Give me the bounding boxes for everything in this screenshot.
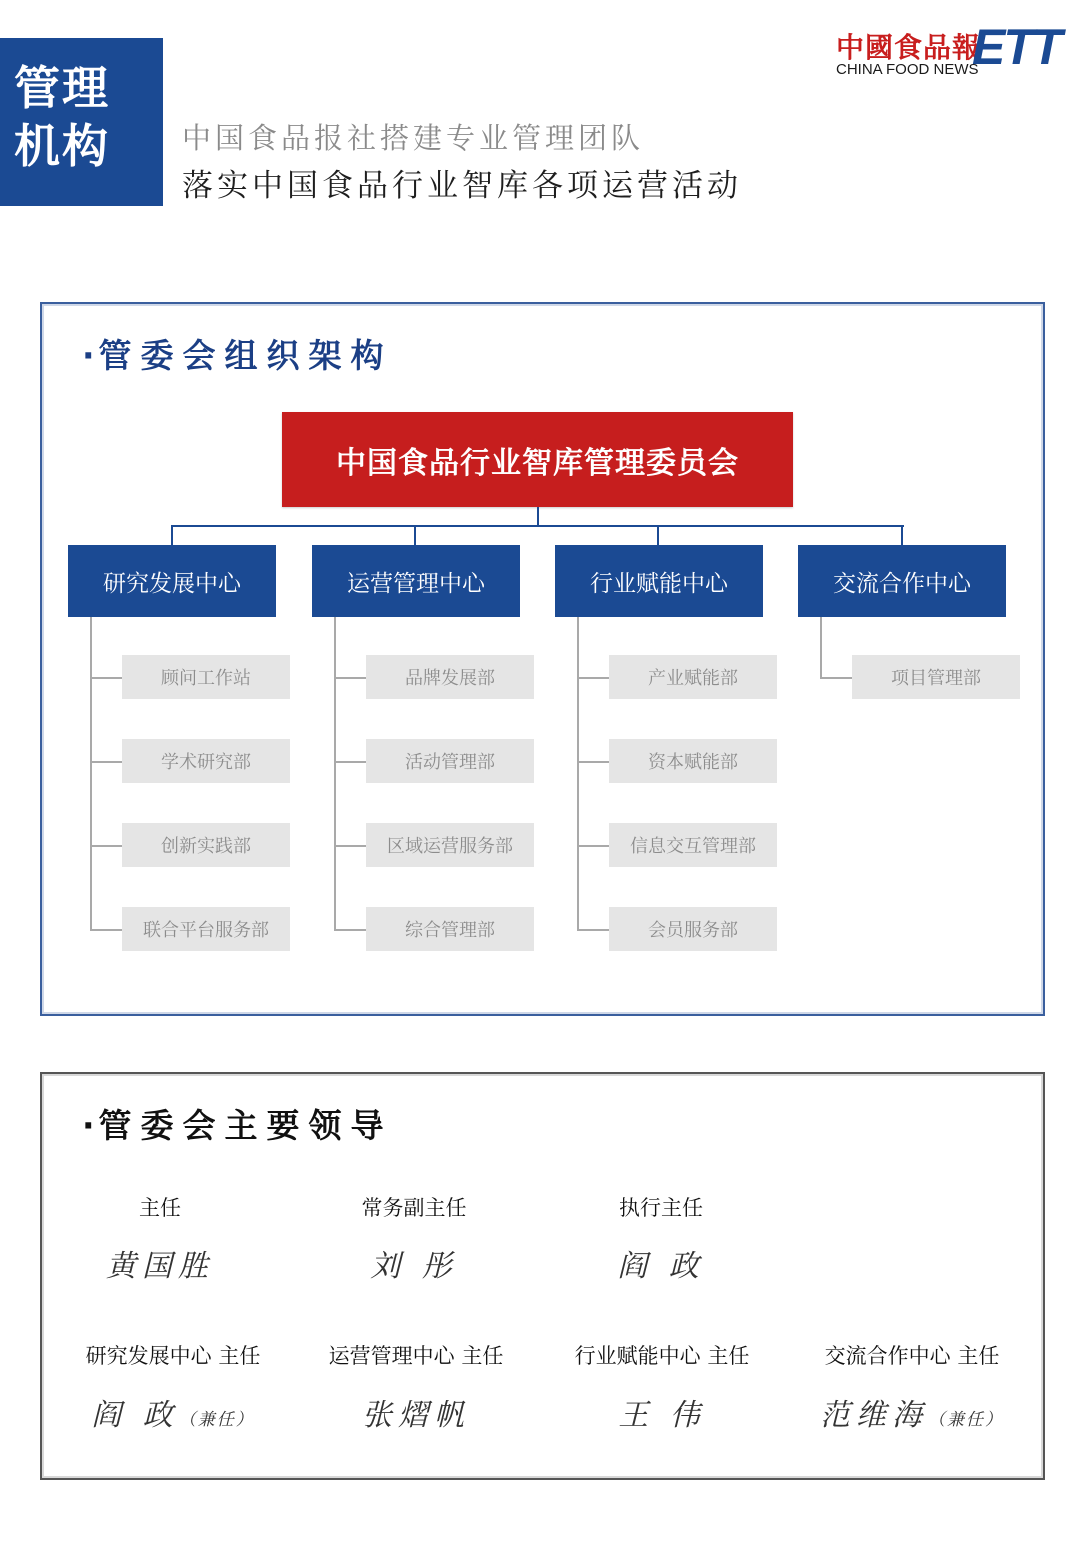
connector-drop [657,525,659,545]
subtitle-line2: 落实中国食品行业智库各项运营活动 [182,168,742,204]
tree-line [90,617,92,930]
connector-drop [901,525,903,545]
tree-branch [90,929,122,931]
tree-branch [334,845,366,847]
leader-name [799,1390,1025,1434]
leader-name: 黄国胜 [106,1249,214,1284]
dept-box: 信息交互管理部 [609,823,777,867]
logo-chinese: 中國食品報 [836,31,982,64]
leader-role: 常务副主任 [361,1196,467,1220]
tree-line [577,617,579,930]
dept-box: 顾问工作站 [122,655,290,699]
bullet-dot: · [82,336,99,375]
dept-box: 品牌发展部 [366,655,534,699]
subtitle-line1: 中国食品报社搭建专业管理团队 [182,121,645,155]
tree-branch [820,677,852,679]
leader-name: 阎 政 [617,1249,705,1284]
dept-box: 综合管理部 [366,907,534,951]
org-chart-title [82,330,393,377]
dept-box: 区域运营服务部 [366,823,534,867]
leader-name-text: 范维海 [820,1398,928,1433]
leader-name: 张熠帆 [362,1398,470,1433]
center-box-research: 研究发展中心 [68,545,276,617]
leaders-title [82,1100,393,1147]
leader-note: （兼任） [178,1410,255,1430]
dept-box: 产业赋能部 [609,655,777,699]
dept-box: 会员服务部 [609,907,777,951]
tree-branch [334,761,366,763]
committee-box: 中国食品行业智库管理委员会 [282,412,793,507]
org-chart-title-text: 管委会组织架构 [98,336,393,375]
tree-branch [334,929,366,931]
logo-mark: ETT [972,19,1061,75]
tree-branch [577,845,609,847]
center-box-exchange: 交流合作中心 [798,545,1006,617]
connector-bus [171,525,904,527]
leader-name: 王 伟 [618,1398,706,1433]
tree-branch [577,929,609,931]
tree-line [820,617,822,679]
leader-role: 交流合作中心 主任 [824,1344,1000,1368]
leader-note: （兼任） [928,1410,1004,1430]
tree-branch [90,677,122,679]
tree-branch [577,761,609,763]
dept-box: 资本赋能部 [609,739,777,783]
center-box-enablement: 行业赋能中心 [555,545,763,617]
section-tag-line2: 机构 [14,119,110,173]
tree-branch [577,677,609,679]
leader-role: 运营管理中心 主任 [328,1344,504,1368]
leader-role: 主任 [139,1196,181,1220]
leader-role: 执行主任 [619,1196,703,1220]
dept-box: 项目管理部 [852,655,1020,699]
connector-drop [414,525,416,545]
tree-line [334,617,336,930]
leader-name [60,1390,286,1434]
center-box-operations: 运营管理中心 [312,545,520,617]
section-tag-line1: 管理 [14,61,110,115]
tree-branch [90,761,122,763]
bullet-dot: · [82,1106,99,1145]
leader-role: 行业赋能中心 主任 [574,1344,750,1368]
connector-trunk [537,507,539,527]
dept-box: 活动管理部 [366,739,534,783]
logo-english: CHINA FOOD NEWS [836,61,979,78]
dept-box: 学术研究部 [122,739,290,783]
dept-box: 创新实践部 [122,823,290,867]
leaders-title-text: 管委会主要领导 [98,1106,393,1145]
dept-box: 联合平台服务部 [122,907,290,951]
tree-branch [90,845,122,847]
tree-branch [334,677,366,679]
leader-name: 刘 彤 [370,1249,458,1284]
leader-role: 研究发展中心 主任 [85,1344,261,1368]
connector-drop [171,525,173,545]
leader-name-text: 阎 政 [91,1398,179,1433]
